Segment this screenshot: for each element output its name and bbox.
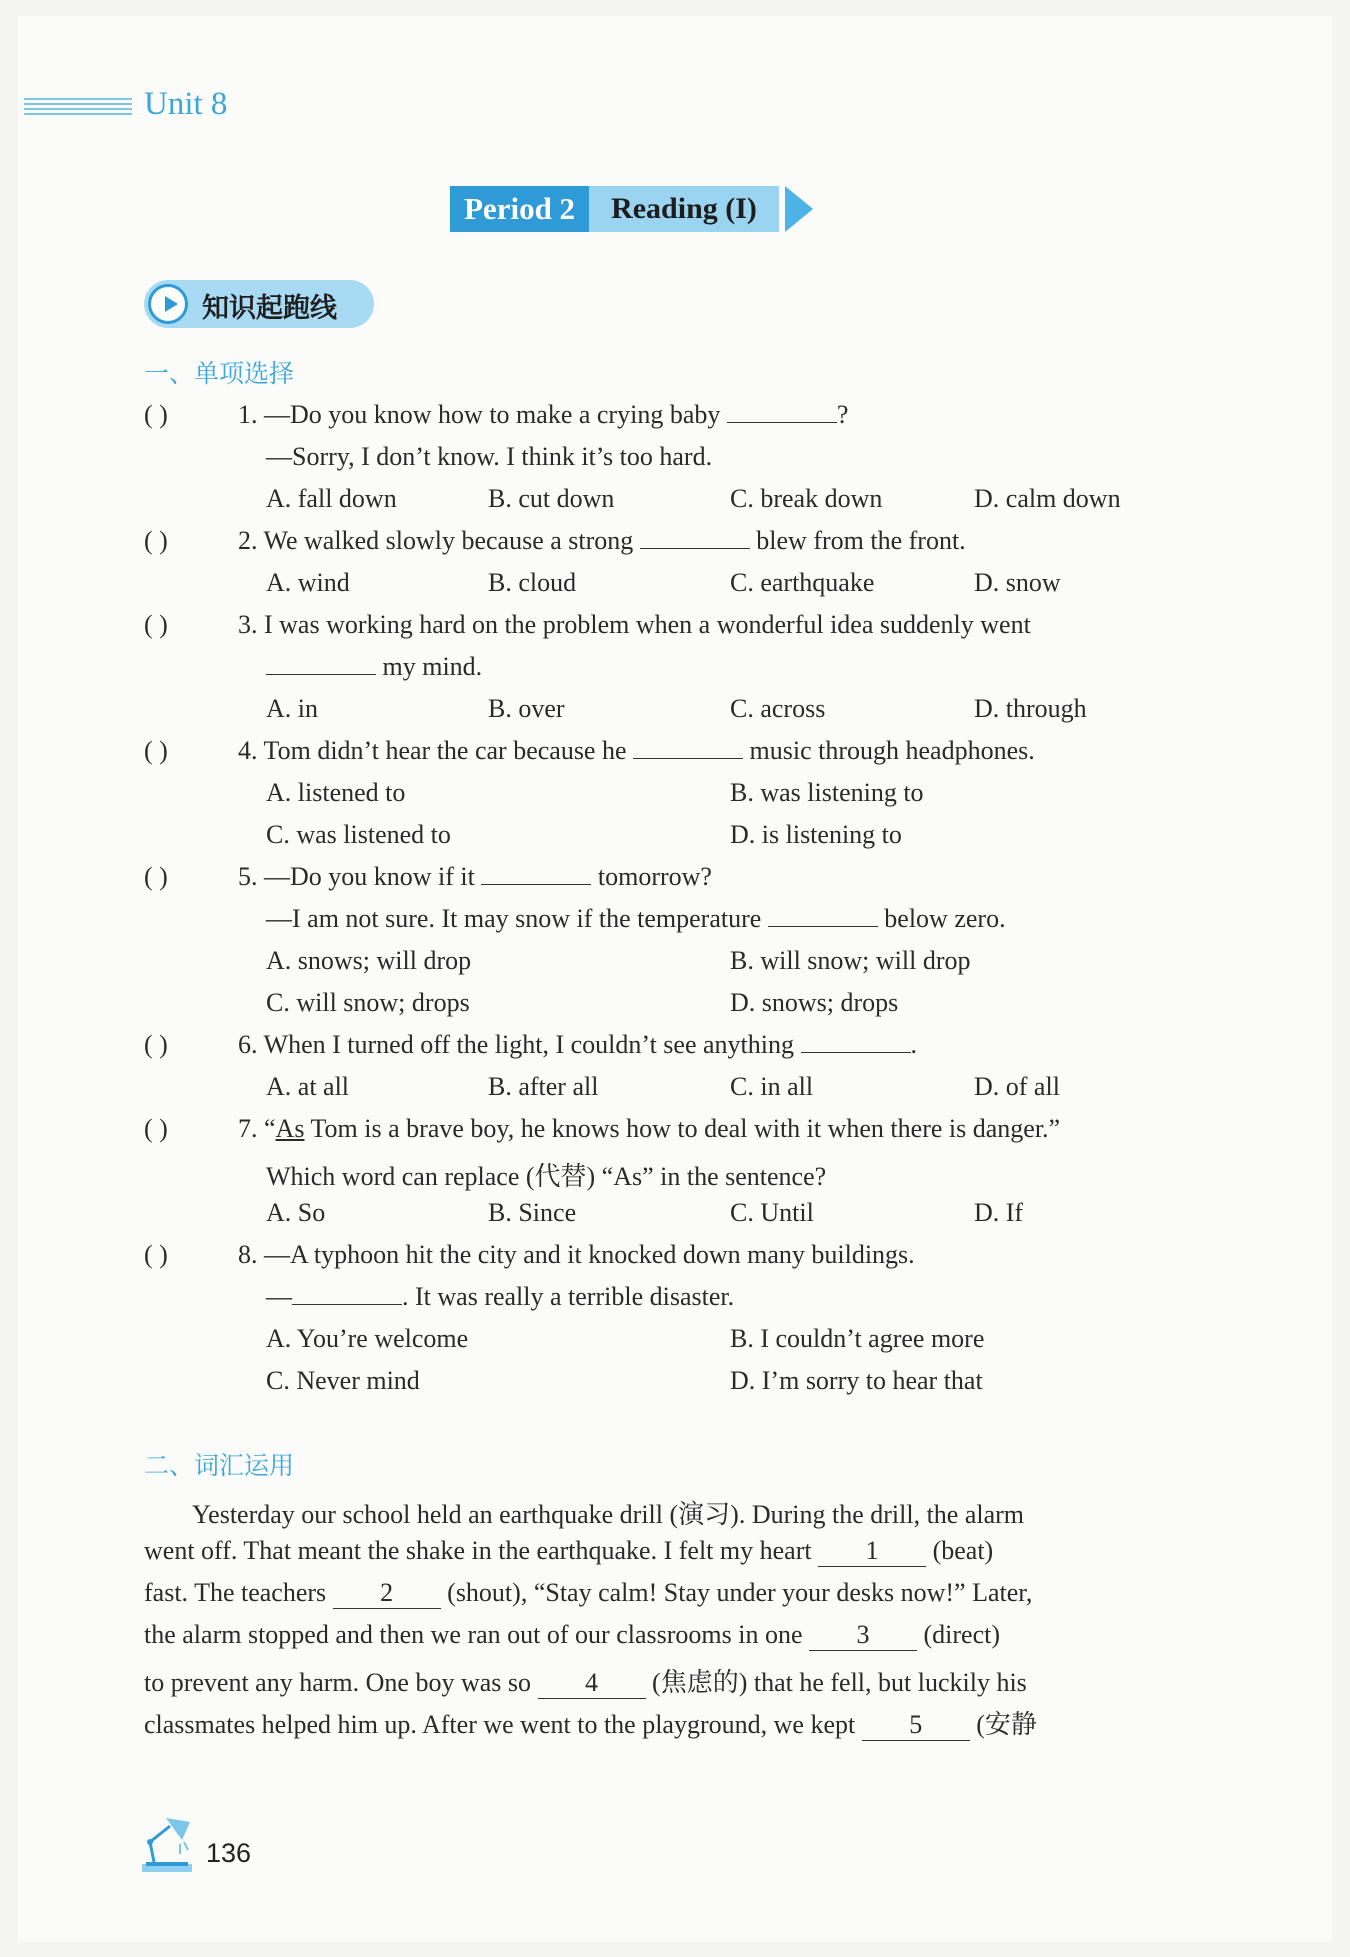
unit-decoration-lines xyxy=(24,98,132,118)
blank[interactable] xyxy=(481,862,591,885)
passage-line: the alarm stopped and then we ran out of our classrooms in one 3 (direct) xyxy=(144,1620,1001,1649)
option: C. earthquake xyxy=(730,568,875,597)
desk-lamp-icon xyxy=(140,1812,198,1874)
question-7: 7. “As Tom is a brave boy, he knows how to deal with it when there is danger.” xyxy=(238,1114,1061,1143)
answer-paren[interactable]: ( ) xyxy=(144,610,168,639)
question-6: 6. When I turned off the light, I couldn’t see anything . xyxy=(238,1030,917,1059)
blank-3[interactable]: 3 xyxy=(809,1620,917,1651)
answer-paren[interactable]: ( ) xyxy=(144,736,168,765)
option: C. in all xyxy=(730,1072,814,1101)
option: D. If xyxy=(974,1198,1024,1227)
blank[interactable] xyxy=(266,652,376,675)
option: D. calm down xyxy=(974,484,1121,513)
option: B. over xyxy=(488,694,565,723)
option: D. snow xyxy=(974,568,1061,597)
underlined-word: As xyxy=(275,1114,305,1143)
question-4: 4. Tom didn’t hear the car because he music through headphones. xyxy=(238,736,1035,765)
answer-paren[interactable]: ( ) xyxy=(144,1240,168,1269)
knowledge-badge xyxy=(144,280,374,328)
blank-2[interactable]: 2 xyxy=(333,1578,441,1609)
question-3-line2: my mind. xyxy=(266,652,482,682)
blank-5[interactable]: 5 xyxy=(862,1710,970,1741)
option: A. So xyxy=(266,1198,326,1227)
passage-line: classmates helped him up. After we went to the playground, we kept 5 (安静 xyxy=(144,1710,1037,1739)
question-8-line2: — . It was really a terrible disaster. xyxy=(266,1282,735,1311)
option: D. of all xyxy=(974,1072,1060,1101)
option: B. cloud xyxy=(488,568,577,597)
option: A. snows; will drop xyxy=(266,946,472,975)
period-number: Period 2 xyxy=(450,186,589,232)
option: A. listened to xyxy=(266,778,406,807)
blank[interactable] xyxy=(292,1282,402,1305)
section-title-choice: 一、单项选择 xyxy=(144,359,295,388)
badge-label: 知识起跑线 xyxy=(202,293,337,324)
question-8: 8. —A typhoon hit the city and it knocked down many buildings. xyxy=(238,1240,915,1269)
question-5: 5. —Do you know if it tomorrow? xyxy=(238,862,712,891)
question-5-line2: —I am not sure. It may snow if the temperature below zero. xyxy=(266,904,1006,933)
unit-title: Unit 8 xyxy=(144,86,228,122)
question-3: 3. I was working hard on the problem when a wonderful idea suddenly went xyxy=(238,610,1031,639)
option: A. at all xyxy=(266,1072,350,1101)
answer-paren[interactable]: ( ) xyxy=(144,1030,168,1059)
option: A. You’re welcome xyxy=(266,1324,469,1353)
option: D. snows; drops xyxy=(730,988,899,1017)
answer-paren[interactable]: ( ) xyxy=(144,526,168,555)
option: D. I’m sorry to hear that xyxy=(730,1366,983,1395)
answer-paren[interactable]: ( ) xyxy=(144,1114,168,1143)
option: C. Until xyxy=(730,1198,814,1227)
option: B. Since xyxy=(488,1198,577,1227)
blank-1[interactable]: 1 xyxy=(818,1536,926,1567)
answer-paren[interactable]: ( ) xyxy=(144,400,168,429)
question-2: 2. We walked slowly because a strong blew from the front. xyxy=(238,526,966,555)
blank[interactable] xyxy=(768,904,878,927)
option: C. across xyxy=(730,694,826,723)
question-1-line2: —Sorry, I don’t know. I think it’s too hard. xyxy=(266,442,713,471)
option: D. through xyxy=(974,694,1087,723)
option: B. after all xyxy=(488,1072,599,1101)
question-7-line2: Which word can replace (代替) “As” in the sentence? xyxy=(266,1162,827,1191)
period-banner xyxy=(450,186,813,232)
passage-line: went off. That meant the shake in the earthquake. I felt my heart 1 (beat) xyxy=(144,1536,994,1565)
section-title-vocab: 二、词汇运用 xyxy=(144,1451,295,1480)
page-number: 136 xyxy=(206,1838,252,1868)
blank-4[interactable]: 4 xyxy=(538,1668,646,1699)
option: B. was listening to xyxy=(730,778,924,807)
option: B. will snow; will drop xyxy=(730,946,971,975)
arrow-icon xyxy=(785,186,813,232)
period-title: Reading (I) xyxy=(589,186,779,232)
blank[interactable] xyxy=(801,1030,911,1053)
question-1: 1. —Do you know how to make a crying baby ? xyxy=(238,400,849,429)
passage-line: to prevent any harm. One boy was so 4 (焦虑的) that he fell, but luckily his xyxy=(144,1668,1027,1697)
option: C. will snow; drops xyxy=(266,988,470,1017)
option: B. cut down xyxy=(488,484,615,513)
blank[interactable] xyxy=(633,736,743,759)
option: A. in xyxy=(266,694,318,723)
option: B. I couldn’t agree more xyxy=(730,1324,985,1353)
play-circle-icon xyxy=(148,284,188,324)
option: C. was listened to xyxy=(266,820,451,849)
option: A. fall down xyxy=(266,484,397,513)
option: C. Never mind xyxy=(266,1366,420,1395)
blank[interactable] xyxy=(727,400,837,423)
option: C. break down xyxy=(730,484,883,513)
option: D. is listening to xyxy=(730,820,902,849)
answer-paren[interactable]: ( ) xyxy=(144,862,168,891)
option: A. wind xyxy=(266,568,350,597)
passage-line: Yesterday our school held an earthquake drill (演习). During the drill, the alarm xyxy=(192,1500,1025,1529)
blank[interactable] xyxy=(640,526,750,549)
passage-line: fast. The teachers 2 (shout), “Stay calm! Stay under your desks now!” Later, xyxy=(144,1578,1033,1607)
